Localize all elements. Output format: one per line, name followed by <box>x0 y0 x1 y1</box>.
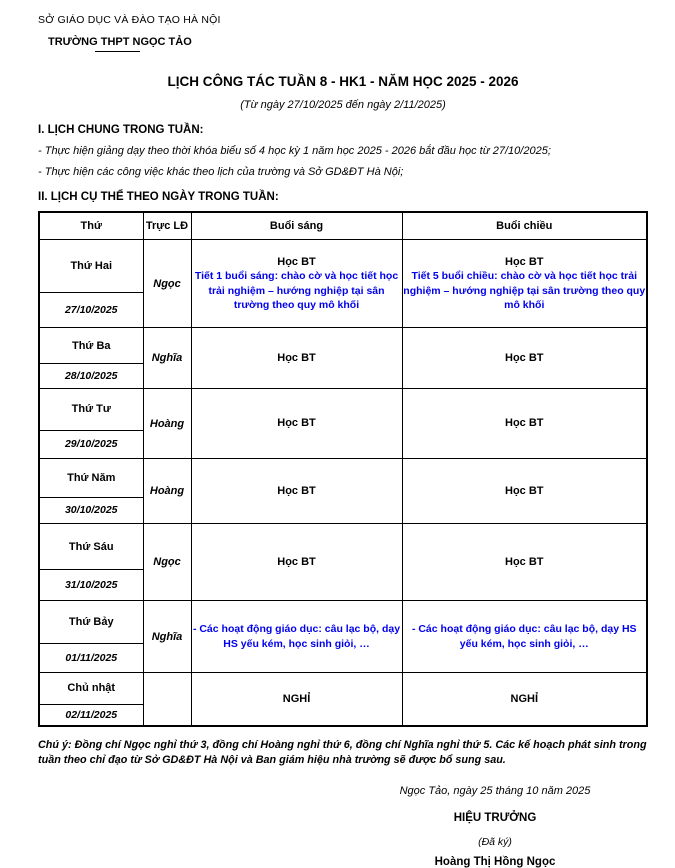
table-row <box>39 459 647 524</box>
afternoon-cell <box>402 673 647 727</box>
day-date: 27/10/2025 <box>64 303 118 316</box>
signer-name: Hoàng Thị Hồng Ngọc <box>434 856 556 868</box>
table-row <box>39 673 647 727</box>
morning-main: Học BT <box>277 256 316 269</box>
duty-leader: Nghĩa <box>143 601 191 673</box>
document-title: LỊCH CÔNG TÁC TUẦN 8 - HK1 - NĂM HỌC 2025 - 2026 <box>167 74 519 89</box>
department-name: SỞ GIÁO DỤC VÀ ĐÀO TẠO HÀ NỘI <box>38 14 221 26</box>
morning-note: - Các hoạt động giáo dục: câu lạc bộ, dạy HS yếu kém, học sinh giỏi, … <box>192 623 401 650</box>
duty-leader: Ngọc <box>143 240 191 328</box>
morning-cell <box>191 459 402 524</box>
day-date: 30/10/2025 <box>64 504 118 517</box>
morning-main: NGHỈ <box>282 692 311 705</box>
afternoon-cell <box>402 328 647 389</box>
day-date: 29/10/2025 <box>64 438 118 451</box>
table-row <box>39 389 647 459</box>
schedule-table <box>38 211 648 727</box>
section1-item: - Thực hiện giảng dạy theo thời khóa biểu số 4 học kỳ 1 năm học 2025 - 2026 bắt đầu học từ 27/10/2025; <box>38 145 551 157</box>
day-name: Thứ Tư <box>40 389 143 431</box>
column-header-afternoon: Buổi chiều <box>402 212 647 240</box>
afternoon-note: - Các hoạt động giáo dục: câu lạc bộ, dạy HS yếu kém, học sinh giỏi, … <box>411 623 637 650</box>
signed-annotation: (Đã ký) <box>478 836 512 849</box>
morning-cell <box>191 673 402 727</box>
date-range: (Từ ngày 27/10/2025 đến ngày 2/11/2025) <box>240 99 446 111</box>
afternoon-main: Học BT <box>505 555 544 568</box>
afternoon-note: Tiết 5 buổi chiều: chào cờ và học tiết học trải nghiệm – hướng nghiệp tại sân trường theo quy mô khối <box>403 270 646 311</box>
morning-main: Học BT <box>277 484 316 497</box>
school-line <box>38 32 648 52</box>
day-cell <box>39 328 143 389</box>
afternoon-cell <box>402 389 647 459</box>
day-name: Thứ Sáu <box>40 524 143 570</box>
day-date: 28/10/2025 <box>64 370 118 383</box>
day-cell <box>39 240 143 328</box>
section1-item: - Thực hiện các công việc khác theo lịch của trường và Sở GD&ĐT Hà Nội; <box>38 166 404 178</box>
morning-cell <box>191 389 402 459</box>
duty-leader: Hoàng <box>143 389 191 459</box>
afternoon-cell <box>402 459 647 524</box>
afternoon-main: Học BT <box>505 256 544 269</box>
day-cell <box>39 673 143 727</box>
section1-heading: I. LỊCH CHUNG TRONG TUẦN: <box>38 124 204 136</box>
school-name: TRƯỜNG THPT NGỌC TẢO <box>48 36 192 52</box>
afternoon-cell <box>402 601 647 673</box>
day-name: Thứ Năm <box>40 459 143 498</box>
day-name: Thứ Bảy <box>40 601 143 644</box>
day-cell <box>39 389 143 459</box>
attention-note: Chú ý: Đồng chí Ngọc nghỉ thứ 3, đồng chí Hoàng nghỉ thứ 6, đồng chí Nghĩa nghỉ thứ 5. Các kế hoạch phát sinh trong tuần theo chỉ đạo từ Sở GD&ĐT Hà Nội và Ban giám hiệu nhà trường sẽ được bổ sung sau. <box>38 739 647 767</box>
morning-cell <box>191 601 402 673</box>
afternoon-main: Học BT <box>505 417 544 430</box>
morning-cell <box>191 328 402 389</box>
morning-cell <box>191 524 402 601</box>
day-cell <box>39 601 143 673</box>
table-header-row <box>39 212 647 240</box>
table-row <box>39 328 647 389</box>
day-date: 02/11/2025 <box>65 708 118 721</box>
day-name: Thứ Ba <box>40 328 143 364</box>
signature-block <box>360 785 630 868</box>
section2-heading: II. LỊCH CỤ THỂ THEO NGÀY TRONG TUẦN: <box>38 191 279 203</box>
day-name: Thứ Hai <box>40 240 143 293</box>
day-cell <box>39 524 143 601</box>
column-header-morning: Buổi sáng <box>191 212 402 240</box>
table-row <box>39 240 647 328</box>
afternoon-main: NGHỈ <box>510 692 538 705</box>
duty-leader: Nghĩa <box>143 328 191 389</box>
table-row <box>39 524 647 601</box>
table-row <box>39 601 647 673</box>
duty-leader <box>143 673 191 727</box>
place-date: Ngọc Tảo, ngày 25 tháng 10 năm 2025 <box>399 785 591 798</box>
morning-main: Học BT <box>277 351 316 364</box>
duty-leader: Hoàng <box>143 459 191 524</box>
afternoon-cell <box>402 240 647 328</box>
day-date: 31/10/2025 <box>64 579 118 591</box>
morning-main: Học BT <box>277 555 316 568</box>
signer-title: HIỆU TRƯỞNG <box>453 812 537 825</box>
column-header-duty: Trực LĐ <box>143 212 191 240</box>
morning-cell <box>191 240 402 328</box>
day-name: Chủ nhật <box>40 673 143 705</box>
duty-leader: Ngọc <box>143 524 191 601</box>
day-cell <box>39 459 143 524</box>
morning-note: Tiết 1 buổi sáng: chào cờ và học tiết học trải nghiệm – hướng nghiệp tại sân trường theo quy mô khối <box>194 270 399 311</box>
afternoon-cell <box>402 524 647 601</box>
day-date: 01/11/2025 <box>65 652 118 664</box>
afternoon-main: Học BT <box>505 351 544 364</box>
morning-main: Học BT <box>277 417 316 430</box>
column-header-day: Thứ <box>39 212 143 240</box>
afternoon-main: Học BT <box>505 484 544 497</box>
